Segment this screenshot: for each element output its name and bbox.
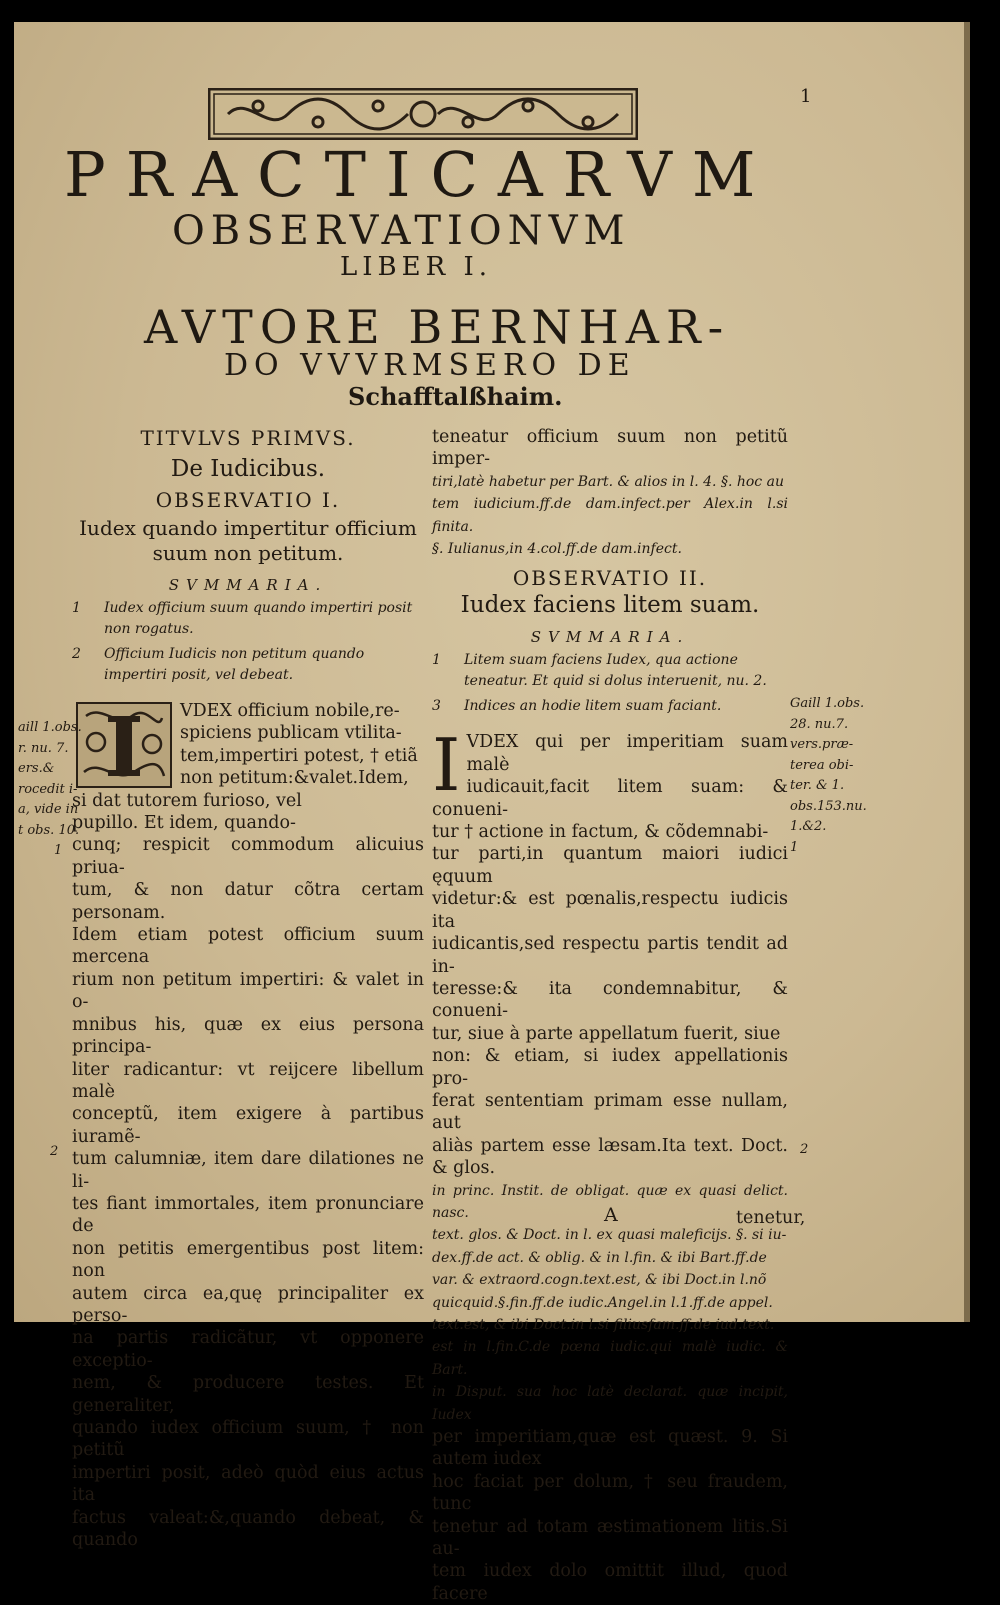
margin-note: 1 xyxy=(54,843,63,858)
margin-note: vers.præ- xyxy=(790,737,854,752)
summaria-text: Iudex officium suum quando impertiri posit non rogatus. xyxy=(104,600,413,637)
body-line: non petitum:&valet.Idem, xyxy=(180,768,409,789)
body-line: Idem etiam potest officium suum mercena xyxy=(72,925,424,968)
margin-note: 2 xyxy=(800,1142,809,1157)
margin-note: rocedit i- xyxy=(18,781,78,797)
body-line: autem circa ea,quę principaliter ex perso- xyxy=(72,1283,424,1326)
body-line: VDEX qui per imperitiam suam malè xyxy=(466,732,788,775)
margin-note: aill 1.obs. xyxy=(18,720,82,735)
title-place: Schafftalßhaim. xyxy=(348,382,563,411)
body-line: tiri,latè habetur per Bart. & alios in l. 4. §. hoc au xyxy=(432,473,784,490)
title-liber: LIBER I. xyxy=(340,252,492,282)
body-line: text. glos. & Doct. in l. ex quasi maleficijs. §. si iu- xyxy=(432,1227,787,1244)
body-line: hoc faciat per dolum, † seu fraudem, tunc xyxy=(432,1471,788,1515)
ornament-headpiece xyxy=(208,88,638,140)
body-line: mnibus his, quæ ex eius persona principa- xyxy=(72,1014,424,1058)
summaria-text: Litem suam faciens Iudex, qua actione teneatur. Et quid si dolus interuenit, nu. 2. xyxy=(464,652,767,690)
title-practicarum: PRACTICARVM xyxy=(64,138,776,211)
margin-note: t obs. 10. xyxy=(18,822,80,838)
body-line: tur † actione in factum, & cõdemnabi- xyxy=(432,822,769,843)
page-edge xyxy=(964,22,970,1322)
summaria-item xyxy=(432,696,788,717)
summaria-label: SVMMARIA. xyxy=(530,628,690,647)
body-line: est in l.fin.C.de pœna iudic.qui malè iudic. & Bart. xyxy=(432,1339,788,1378)
body-line: tenetur ad totam æstimationem litis.Si au- xyxy=(432,1516,788,1560)
body-line: iudicauit,facit litem suam: & conueni- xyxy=(432,777,788,820)
body-line: si dat tutorem furioso, vel xyxy=(72,790,302,811)
body-line: per imperitiam,quæ est quæst. 9. Si autem iudex xyxy=(432,1427,788,1470)
body-line: na partis radicãtur, vt opponere exceptio- xyxy=(72,1328,424,1371)
page-number: 1 xyxy=(800,86,812,107)
margin-note: obs.153.nu. xyxy=(790,798,867,814)
margin-note: ers.& xyxy=(18,761,55,776)
right-top-text xyxy=(432,426,788,560)
body-line: tes fiant immortales, item pronunciare de xyxy=(72,1193,424,1237)
summaria-number: 2 xyxy=(72,646,81,662)
left-margin-notes xyxy=(18,718,82,862)
summaria-item xyxy=(72,598,424,640)
observatio-2-question: Iudex faciens litem suam. xyxy=(460,592,760,619)
body-line: VDEX officium nobile,re- xyxy=(180,701,400,721)
body-line: tum, & non datur cõtra certam personam. xyxy=(72,880,424,923)
body-line: tem,impertiri potest, † etiã xyxy=(180,745,418,766)
margin-note: a, vide in xyxy=(18,802,79,817)
body-line: nem, & producere testes. Et generaliter, xyxy=(72,1373,424,1416)
left-column xyxy=(72,420,424,1551)
body-line: tem iudicium.ff.de dam.infect.per Alex.in l.si finita. xyxy=(432,496,788,535)
title-author-name: DO VVVRMSERO DE xyxy=(224,348,636,383)
body-line: impertiri posit, adeò quòd eius actus ita xyxy=(72,1462,424,1506)
summaria-text: Officium Iudicis non petitum quando impertiri posit, vel debeat. xyxy=(104,646,365,683)
right-column xyxy=(432,426,788,1605)
margin-note: 2 xyxy=(50,1144,59,1159)
body-line: teneatur officium suum non petitũ imper- xyxy=(432,427,788,470)
body-line: text.est, & ibi Doct.in l.si filiusfam.ff.de iud.text. xyxy=(432,1317,775,1333)
body-line: ferat sententiam primam esse nullam, aut xyxy=(432,1090,788,1134)
body-line: dex.ff.de act. & oblig. & in l.fin. & ibi Bart.ff.de xyxy=(432,1249,767,1266)
body-line: iudicantis,sed respectu partis tendit ad in- xyxy=(432,934,788,977)
catchword: tenetur, xyxy=(736,1208,806,1228)
body-line: §. Iulianus,in 4.col.ff.de dam.infect. xyxy=(432,541,682,558)
summaria-item xyxy=(432,650,788,692)
body-line: non petitis emergentibus post litem: non xyxy=(72,1238,424,1282)
titulus-heading: TITVLVS PRIMVS. xyxy=(140,426,356,450)
body-line: cunq; respicit commodum alicuius priua- xyxy=(72,835,424,878)
body-line: aliàs partem esse læsam.Ita text. Doct. & glos. xyxy=(432,1135,788,1179)
body-line: non: & etiam, si iudex appellationis pro- xyxy=(432,1046,788,1089)
decorated-initial-icon xyxy=(76,702,172,788)
summaria-text: Indices an hodie litem suam faciant. xyxy=(464,698,722,715)
big-initial: I xyxy=(432,723,461,808)
body-line: in Disput. sua hoc latè declarat. quæ incipit, Iudex xyxy=(432,1384,788,1423)
margin-note: terea obi- xyxy=(790,757,854,773)
margin-note: 1.&2. xyxy=(790,819,827,834)
summaria-number: 1 xyxy=(72,600,81,616)
body-line: spiciens publicam vtilita- xyxy=(180,723,402,744)
body-line: rium non petitum impertiri: & valet in o- xyxy=(72,969,424,1013)
margin-note: 1 xyxy=(790,839,799,855)
body-line: liter radicantur: vt reijcere libellum malè xyxy=(72,1059,424,1102)
margin-note: Gaill 1.obs. xyxy=(790,696,865,711)
body-line: quicquid.§.fin.ff.de iudic.Angel.in l.1.ff.de appel. xyxy=(432,1294,773,1311)
signature-mark: A xyxy=(604,1204,618,1226)
body-line: pupillo. Et idem, quando- xyxy=(72,813,296,834)
body-line: tur, siue à parte appellatum fuerit, siue xyxy=(432,1023,781,1044)
body-line: factus valeat:&,quando debeat, & quando xyxy=(72,1507,424,1551)
margin-note: 28. nu.7. xyxy=(790,716,849,732)
body-line: in princ. Instit. de obligat. quæ ex quasi delict. nasc. xyxy=(432,1182,788,1221)
observatio-1-body xyxy=(72,700,424,1551)
observatio-1-heading: OBSERVATIO I. xyxy=(155,488,341,512)
body-line: tur parti,in quantum maiori iudici ęquum xyxy=(432,844,788,887)
summaria-item xyxy=(72,644,424,686)
observatio-1-question: Iudex quando impertitur officium suum non petitum. xyxy=(79,516,417,565)
right-margin-notes xyxy=(790,694,867,858)
summaria-number: 3 xyxy=(432,698,441,715)
observatio-2-body xyxy=(432,723,788,1605)
margin-note: r. nu. 7. xyxy=(18,740,69,756)
summaria-number: 1 xyxy=(432,652,441,669)
observatio-2-heading: OBSERVATIO II. xyxy=(512,566,708,591)
margin-note: ter. & 1. xyxy=(790,778,845,793)
summaria-label: SVMMARIA. xyxy=(168,576,328,594)
body-line: tum calumniæ, item dare dilationes ne li- xyxy=(72,1149,424,1192)
body-line: conceptũ, item exigere à partibus iuramẽ- xyxy=(72,1104,424,1147)
body-line: tem iudex dolo omittit illud, quod facere xyxy=(432,1561,788,1604)
body-line: videtur:& est pœnalis,respectu iudicis ita xyxy=(432,889,788,932)
de-iudicibus-heading: De Iudicibus. xyxy=(170,456,326,482)
body-line: var. & extraord.cogn.text.est, & ibi Doct.in l.nõ xyxy=(432,1272,767,1289)
body-line: quando iudex officium suum, † non petitũ xyxy=(72,1418,424,1461)
body-line: teresse:& ita condemnabitur, & conueni- xyxy=(432,978,788,1022)
title-observationum: OBSERVATIONVM xyxy=(172,208,631,254)
title-autore: AVTORE BERNHAR- xyxy=(144,300,731,354)
